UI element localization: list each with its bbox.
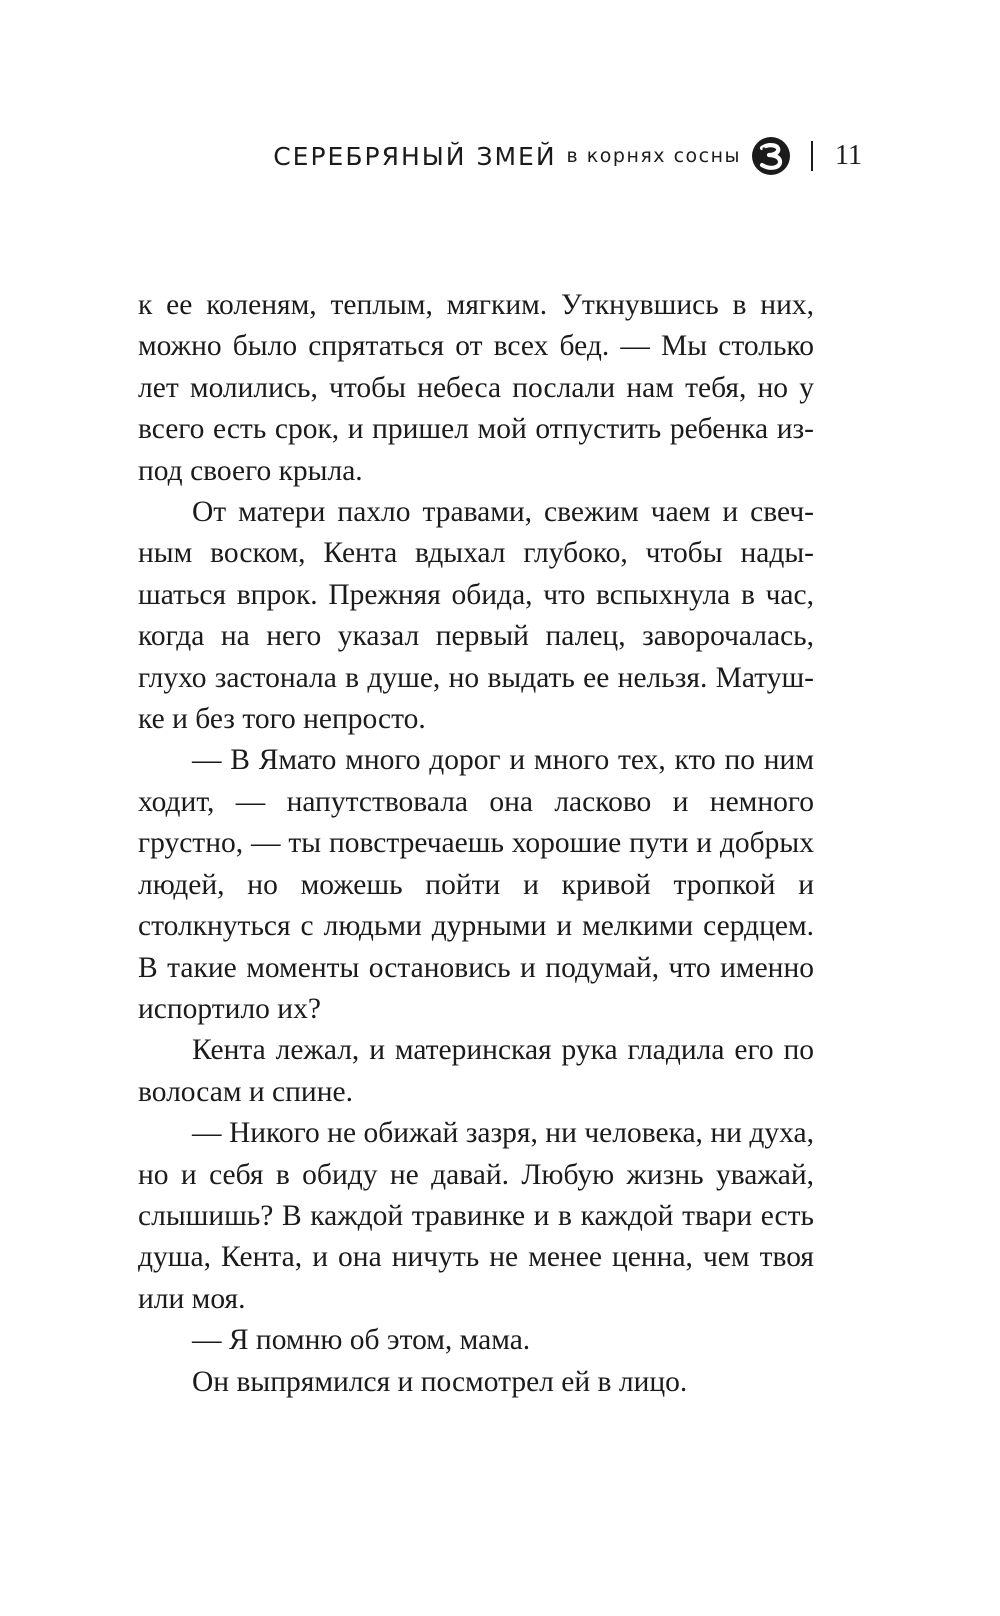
page-number: 11 [835,140,862,171]
running-header [273,134,862,178]
paragraph: Кента лежал, и материнская рука гладила его по волосам и спине. [138,1034,814,1108]
paragraph: — В Ямато много дорог и много тех, кто по ним ходит, — напутствовала она ласково и немного грустно, — ты повстречаешь хорошие пути и добрых людей, но можешь пойти и кривой тропкой и столкнуться с людьми дурными и мелкими сердцем. В такие моменты остановись и подумай, что именно испортило их? [138,744,814,1025]
paragraph: — Никого не обижай зазря, ни человека, ни духа, но и себя в обиду не давай. Любую жизнь уважай, слышишь? В каждой травинке и в каждой твари есть душа, Кента, и она ничуть не менее ценна, чем твоя или моя. [138,1117,814,1315]
header-divider [811,141,813,171]
paragraph: к ее коленям, теплым, мягким. Уткнувшись в них, можно было спрятаться от всех бед. — Мы столько лет молились, чтобы небеса послали нам тебя, но у всего есть срок, и пришел мой отпустить ребенка из-под своего крыла. [138,289,814,487]
paragraph: — Я помню об этом, мама. [192,1324,531,1357]
paragraph: Он выпрямился и посмотрел ей в лицо. [192,1365,688,1398]
body-text [138,285,814,1403]
paragraph: От матери пахло травами, свежим чаем и свечным воском, Кента вдыхал глубоко, чтобы надышаться впрок. Прежняя обида, что вспыхнула в час, когда на него указал первый палец, заворочалась, глухо застонала в душе, но выдать ее нельзя. Матушке и без того непросто. [138,496,814,736]
book-subtitle: в корнях сосны [566,145,742,167]
serpent-logo-icon [751,136,791,176]
book-title: СЕРЕБРЯНЫЙ ЗМЕЙ [273,141,557,171]
